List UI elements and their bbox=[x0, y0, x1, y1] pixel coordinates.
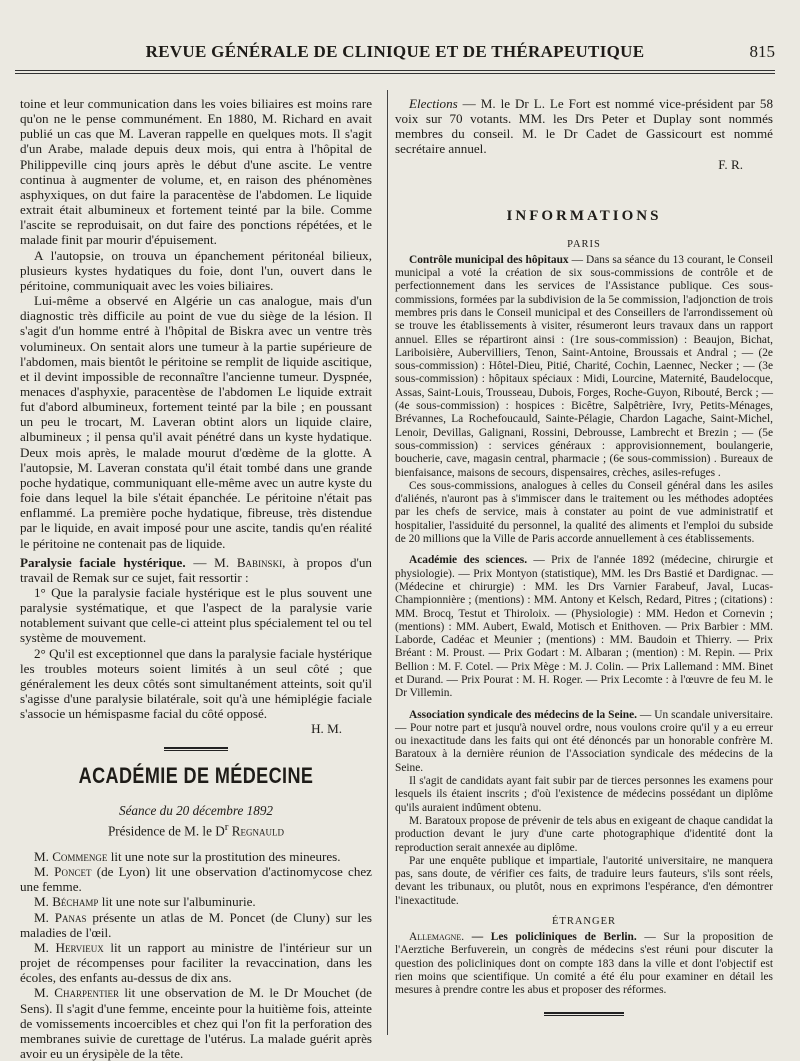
paragraph-point-2: 2° Qu'il est exceptionnel que dans la paralysie faciale hystérique les troubles moteurs soient limités à un seul côté ; que généralement les deux côtés sont simultanément atteints, soit qu'il s'agisse d'une paralysie bilatérale, soit qu'à une hémiplégie faciale s'associe un hémispasme facial du côté opposé. bbox=[20, 645, 372, 722]
item-name: M. Hervieux bbox=[34, 939, 104, 955]
presidence-line bbox=[20, 821, 372, 839]
right-column bbox=[395, 96, 773, 1036]
journal-title: REVUE GÉNÉRALE DE CLINIQUE ET DE THÉRAPEUTIQUE bbox=[145, 42, 645, 61]
item-text: lit une observation de M. le Dr Mouchet (de Sens). Il s'agit d'une femme, enceinte pour la huitième fois, atteinte de vomissements incoercibles et chez qui l'on fit la perforation des membranes suivie de curettage de l'utérus. La malade guérit après avoir eu un érysipèle de la tête. bbox=[20, 985, 372, 1061]
item-name: M. Commenge bbox=[34, 848, 108, 864]
association-heading: Association syndicale des médecins de la Seine. bbox=[409, 708, 637, 721]
controle-heading: Contrôle municipal des hôpitaux bbox=[409, 253, 569, 266]
column-divider bbox=[387, 90, 388, 1035]
item-text: présente un atlas de M. Poncet (de Cluny) sur les maladies de l'œil. bbox=[20, 909, 372, 940]
signature-hm: H. M. bbox=[311, 721, 342, 737]
academie-item bbox=[20, 864, 372, 894]
paragraph-autopsie: A l'autopsie, on trouva un épanchement péritonéal bilieux, plusieurs kystes hydatiques du foie, dont l'un, ouvert dans le péritoine, communiquait avec les voies biliaires. bbox=[20, 247, 372, 293]
academie-sciences-heading: Académie des sciences. bbox=[409, 554, 528, 567]
informations-heading: INFORMATIONS bbox=[506, 207, 662, 224]
academie-item bbox=[20, 849, 372, 864]
left-column bbox=[20, 96, 373, 1061]
paragraph-controle-2: Ces sous-commissions, analogues à celles du Conseil général dans les asiles d'aliénés, n'auront pas à s'immiscer dans le traitement ou les méthodes adoptées par les chefs de service, mais à constater au point de vue administratif et hospitalier, l'assiduité du personnel, la qualité des aliments et l'emploi du subside de 20 millions que la Ville de Paris accorde annuellement à ces établissements. bbox=[395, 479, 773, 546]
paralysie-intro: , à propos d'un travail de Remak sur ce sujet, fait ressortir : bbox=[20, 554, 372, 585]
header-rule bbox=[15, 70, 775, 74]
item-name: M. Béchamp bbox=[34, 894, 99, 910]
allemagne-country: Allemagne. bbox=[409, 931, 465, 944]
academie-sciences-text: — Prix de l'année 1892 (médecine, chirurgie et physiologie). — Prix Montyon (statistique), MM. les Drs Bastié et Dardignac. — (Médecine et chirurgie) : MM. les Drs Varnier Farabeuf, Javal, Lucas-Championnière ; (mentions) : MM. Antony et Kelsch, Redard, Pitres ; (citations) : MM. Brocq, Testut et Thiroloix. — (Physiologie) : MM. Hedon et Cornevin ; (mentions) : MM. Aubert, Ewald, Motisch et Enithoven. — Prix Barbier : MM. Laborde, Cadéac et Meunier ; (mentions) : MM. Baudoin et Thierry. — Prix Bréant : M. Proust. — Prix Godart : M. Albaran ; (mention) : M. Repin. — Prix Bellion : M. F. Cotel. — Prix Mège : M. J. Colin. — Prix Lallemand : MM. Binet et Durand. — Prix Pourat : M. H. Roger. — Prix Lecomte : à l'œuvre de feu M. le Dr Villemin. bbox=[395, 554, 774, 700]
item-text: lit une note sur l'albuminurie. bbox=[98, 894, 256, 910]
paragraph-controle bbox=[395, 254, 773, 480]
seance-date: Séance du 20 décembre 1892 bbox=[118, 802, 274, 818]
paragraph-laveran-case: toine et leur communication dans les voies biliaires est moins rare qu'on ne le pense communément. En 1880, M. Richard en avait publié un cas que M. Laveran rappelle en quelques mots. Il s'agit d'un Arabe, malade depuis deux mois, qui entra à l'hôpital de Philippeville cinq jours après le début d'une ascite. Le ventre continua à augmenter de volume, et, en raison des phénomènes asphyxiques, on dut faire la paracentèse de l'abdomen. Le liquide extrait était albumineux et fortement teinté par la bile. Comme l'ascite se reproduisait, on dut faire des ponctions répétées, et le malade finit par mourir d'épuisement. bbox=[20, 96, 372, 248]
paragraph-association-2: Il s'agit de candidats ayant fait subir par de tierces personnes les examens pour lesquels ils étaient inscrits ; d'où l'existence de médecins possédant un diplôme qu'ils auraient indûment obtenu. bbox=[395, 775, 773, 814]
elections-heading: Elections bbox=[409, 96, 458, 111]
item-text: lit un rapport au ministre de l'intérieur sur un projet de récompenses pour faciliter la revaccination, dans les écoles, des enfants au-dessus de dix ans. bbox=[20, 939, 373, 986]
academie-item bbox=[20, 940, 372, 985]
paris-subhead: PARIS bbox=[567, 238, 601, 250]
item-name: M. Charpentier bbox=[34, 985, 120, 1001]
paragraph-elections bbox=[395, 96, 773, 157]
section-ornament bbox=[164, 747, 228, 751]
controle-text: — Dans sa séance du 13 courant, le Conseil municipal a voté la création de six sous-commissions de contrôle et de perfectionnement dans les services de l'Assistance publique. Ces sous-commissions, formées par la subdivision de la 5e commission, l'adjonction de trois membres pris dans le Conseil municipal et des Conseillers de l'arrondissement où se trouve les établissements à visiter, résumeront leurs travaux dans un rapport annuel. Elles se répartiront ainsi : (1re sous-commission) : Beaujon, Bichat, Lariboisière, Aubervilliers, Tenon, Saint-Antoine, Broussais et Andral ; — (2e sous-commission) : Hôtel-Dieu, Pitié, Charité, Cochin, Laennec, Necker ; — (3e sous-commission) : hôpitaux spéciaux : Midi, Lourcine, Maternité, Baudelocque, Assas, Saint-Louis, Trousseau, Dubois, Forges, Roche-Guyon, Ribouté, Berck ; — (4e sous-commission) : hospices : Bicêtre, Salpêtrière, Ivry, Petits-Ménages, Brévannes, La Rochefoucauld, Sainte-Pélagie, Chardon Lagache, Saint-Michel, Lenoir, Devillas, Galignani, Rossini, Debrousse, Lambrecht et Brezin ; — (5e sous-commission) : services généraux : approvisionnement, boulangerie, boucherie, cave, magasin central, pharmacie ; (6e sous-commission) . Bureaux de bienfaisance, maisons de secours, dispensaires, crèches, asiles-refuges . bbox=[395, 253, 773, 479]
end-ornament bbox=[544, 1012, 624, 1016]
etranger-subhead: ÉTRANGER bbox=[552, 916, 616, 928]
presidence-prefix: Présidence de M. le D bbox=[107, 822, 225, 838]
allemagne-text: — Sur la proposition de l'Aerztiche Berfuverein, un congrès de médecins s'est réuni pour discuter la question des policliniques dont on compte 183 dans la ville et dont l'objectif est rien moins que scientifique. Un comité a été élu pour examiner en détail les mesures à prendre contre les abus et proposer des réformes. bbox=[395, 931, 773, 997]
paragraph-allemagne bbox=[395, 931, 773, 997]
association-text: — Un scandale universitaire. — Pour notre part et jusqu'à nouvel ordre, nous voulons croire qu'il y a eu erreur ou inexactitude dans les faits qui ont été dénoncés par un honorable confrère M. Baratoux à la dernière réunion de l'Association syndicale des médecins de la Seine. bbox=[395, 708, 773, 774]
allemagne-heading: — Les policliniques de Berlin. bbox=[464, 931, 637, 944]
paragraph-paralysie bbox=[20, 555, 372, 585]
item-name: M. Poncet bbox=[34, 864, 92, 880]
item-text: lit une note sur la prostitution des mineures. bbox=[107, 848, 341, 864]
academie-heading: ACADÉMIE DE MÉDECINE bbox=[78, 762, 314, 788]
paragraph-association bbox=[395, 709, 773, 775]
signature-fr: F. R. bbox=[718, 156, 743, 172]
paragraph-academie-sciences bbox=[395, 554, 773, 700]
academie-item bbox=[20, 894, 372, 909]
academie-item bbox=[20, 910, 372, 940]
paralysie-heading: Paralysie faciale hystérique. bbox=[20, 554, 186, 570]
presidence-name: Regnauld bbox=[228, 822, 285, 838]
item-text: (de Lyon) lit une observation d'actinomycose chez une femme. bbox=[20, 864, 372, 895]
elections-text: — M. le Dr L. Le Fort est nommé vice-président par 58 voix sur 70 votants. MM. les Drs Peter et Duplay sont nommés membres du conseil. M. le Dr Cadet de Gassicourt est nommé secrétaire annuel. bbox=[395, 96, 773, 157]
paragraph-biskra-case: Lui-même a observé en Algérie un cas analogue, mais d'un diagnostic très difficile au point de vue du siège de la lésion. Il s'agit d'un homme entré à l'hôpital de Biskra avec un ventre très volumineux. On sentait alors une tumeur à la partie supérieure de l'abdomen, mais bientôt le péritoine se remplit de liquide ascitique, et il devint impossible de reconnaître l'ancienne tumeur. Dyspnée, menaces d'asphyxie, paracentèse de l'abdomen Le liquide extrait fut d'abord albumineux, fortement teinté par la bile ; en poussant un peu le trocart, M. Laveran obtint alors un liquide claire, albumineux ; il pensa qu'il avait pénétré dans un kyste hydatique. Deux mois après, le malade mourut d'œdème de la glotte. A l'autopsie, M. Laveran constata qu'il était tombé dans une grande poche hydatique, communiquant elle-même avec un autre kyste du foie dans lequel la bile s'était épanchée. Le péritoine n'était pas enflammé. La première poche hydatique, fibreuse, très distendue par le liquide, en avait imposé pour une ascite, tandis qu'en réalité le péritoine ne contenait pas de liquide. bbox=[20, 293, 372, 551]
page-header bbox=[15, 40, 775, 66]
page-number: 815 bbox=[749, 42, 775, 61]
paragraph-association-4: Par une enquête publique et impartiale, l'autorité universitaire, ne manquera pas, sans doute, de vérifier ces faits, de traduire leurs fauteurs, s'ils sont réels, devant les tribunaux, ou plutôt, nous en exprimons l'espérance, d'en démontrer l'inexactitude. bbox=[395, 854, 773, 907]
babinski-name: Babinski bbox=[236, 554, 283, 570]
paralysie-dash: — M. bbox=[185, 554, 237, 570]
paragraph-association-3: M. Baratoux propose de prévenir de tels abus en exigeant de chaque candidat la production devant le jury d'une carte photographique d'identité dont la reproduction serait annexée au diplôme. bbox=[395, 814, 773, 854]
presidence-sup: r bbox=[224, 820, 229, 833]
academie-item bbox=[20, 985, 372, 1061]
item-name: M. Panas bbox=[34, 909, 87, 925]
paragraph-point-1: 1° Que la paralysie faciale hystérique est le plus souvent une paralysie systématique, et que l'aspect de la paralysie varie notablement suivant que celle-ci atteint plus spécialement tel ou tel système de mouvement. bbox=[20, 585, 372, 646]
